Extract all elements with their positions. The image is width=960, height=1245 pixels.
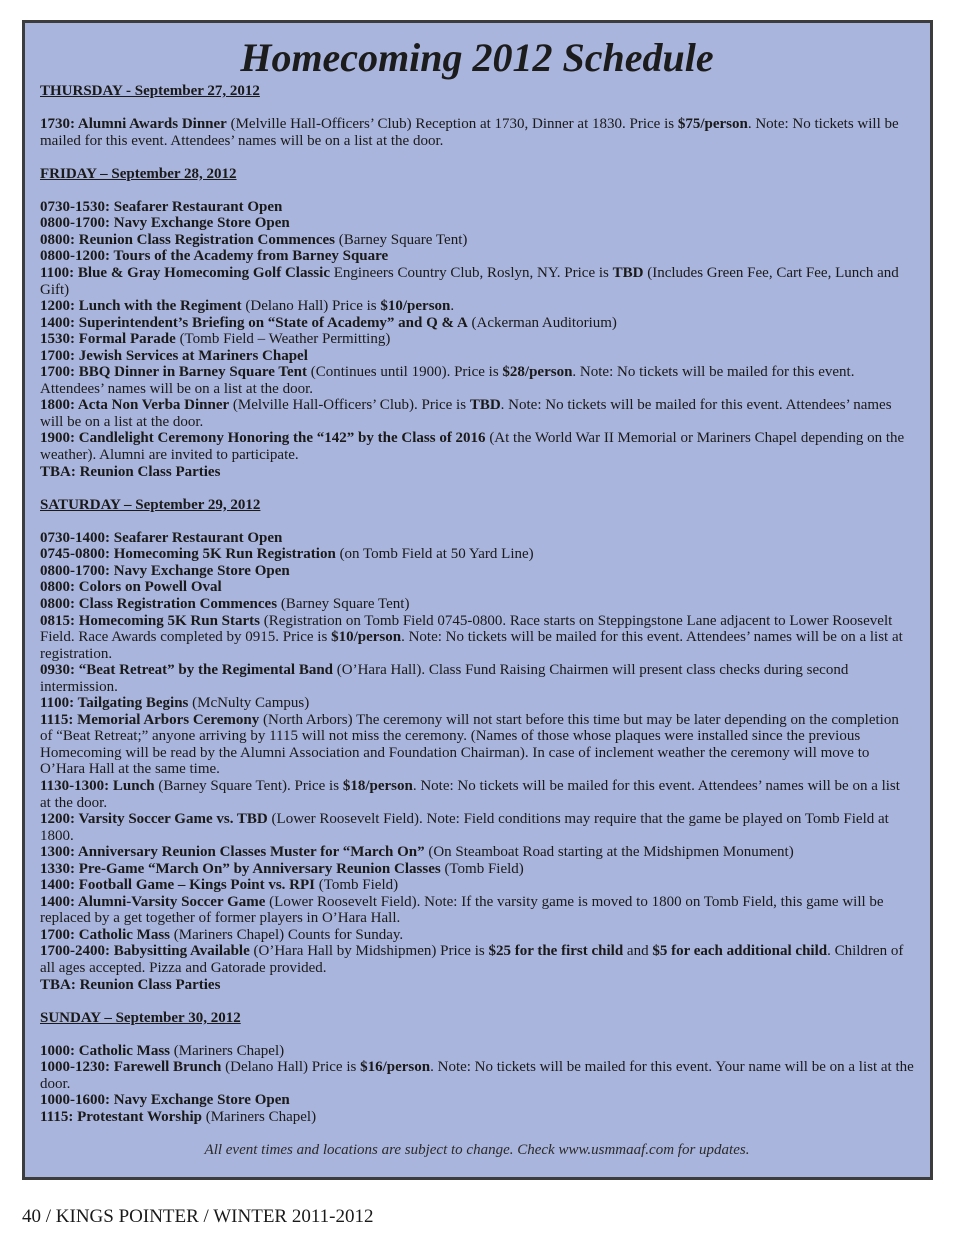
event-entry: [40, 1109, 914, 1126]
event-highlight: $75/person: [677, 116, 748, 133]
event-entry: [40, 579, 914, 596]
event-highlight: $16/person: [360, 1059, 431, 1076]
event-detail: (At the World War II Memorial or Mariners Chapel depending on the weather). Alumni are invited to participate.: [40, 430, 905, 464]
event-entry: [40, 116, 914, 149]
event-highlight: 1400: Superintendent’s Briefing on “State of Academy” and Q & A: [40, 314, 468, 331]
event-highlight: 0800: Reunion Class Registration Commences: [40, 231, 335, 248]
event-highlight: 1100: Tailgating Begins: [40, 695, 189, 712]
event-detail: .: [450, 298, 455, 315]
day-section: [40, 166, 914, 480]
event-entry: [40, 943, 914, 976]
event-detail: (Tomb Field): [440, 860, 524, 877]
event-list: [40, 530, 914, 993]
event-entry: [40, 596, 914, 613]
event-entry: [40, 265, 914, 298]
event-highlight: $28/person: [502, 364, 573, 381]
event-detail: (on Tomb Field at 50 Yard Line): [335, 546, 534, 563]
event-entry: [40, 861, 914, 878]
event-detail: (O’Hara Hall by Midshipmen) Price is: [249, 943, 489, 960]
event-detail: . Note: No tickets will be mailed for this event. Your name will be on a list at the door.: [40, 1059, 914, 1092]
disclaimer-note: All event times and locations are subject to change. Check www.usmmaaf.com for updates.: [204, 1142, 750, 1158]
event-detail: (Barney Square Tent): [277, 595, 410, 612]
event-detail: (Mariners Chapel): [201, 1108, 317, 1125]
day-heading: SUNDAY – September 30, 2012: [40, 1009, 241, 1026]
event-highlight: TBD: [612, 265, 644, 282]
event-highlight: 1800: Acta Non Verba Dinner: [40, 397, 230, 414]
event-entry: [40, 1059, 914, 1092]
event-highlight: 1100: Blue & Gray Homecoming Golf Classic: [40, 265, 330, 282]
event-entry: [40, 877, 914, 894]
event-highlight: $18/person: [342, 777, 413, 794]
event-highlight: 1700: Catholic Mass: [40, 926, 170, 943]
event-highlight: 1700-2400: Babysitting Available: [40, 943, 250, 960]
event-list: [40, 1043, 914, 1126]
event-entry: [40, 977, 914, 994]
event-highlight: $10/person: [331, 629, 402, 646]
event-detail: (Melville Hall-Officers’ Club) Reception at 1730, Dinner at 1830. Price is: [226, 116, 678, 133]
event-detail: . Note: No tickets will be mailed for this event. Attendees’ names will be on a list at the door.: [40, 116, 899, 149]
event-entry: [40, 695, 914, 712]
event-entry: [40, 546, 914, 563]
event-highlight: 0800-1700: Navy Exchange Store Open: [40, 215, 290, 232]
event-detail: (Lower Roosevelt Field). Note: If the varsity game is moved to 1800 on Tomb Field, this game will be replaced by a get together of former players in O’Hara Hall.: [40, 893, 884, 927]
event-entry: [40, 1092, 914, 1109]
day-section: [40, 1010, 914, 1126]
event-detail: (Ackerman Auditorium): [467, 314, 617, 331]
event-highlight: 1000-1230: Farewell Brunch: [40, 1059, 222, 1076]
page-footer: 40 / KINGS POINTER / WINTER 2011-2012: [22, 1206, 374, 1227]
schedule-panel: [22, 20, 933, 1180]
event-entry: [40, 464, 914, 481]
event-entry: [40, 232, 914, 249]
event-detail: (Continues until 1900). Price is: [307, 364, 503, 381]
event-detail: and: [623, 943, 653, 960]
event-detail: (O’Hara Hall). Class Fund Raising Chairmen will present class checks during second intermission.: [40, 662, 849, 695]
day-heading: THURSDAY - September 27, 2012: [40, 83, 260, 99]
event-highlight: TBA: Reunion Class Parties: [40, 976, 221, 993]
event-highlight: 1300: Anniversary Reunion Classes Muster for “March On”: [40, 844, 425, 861]
event-highlight: 0800: Class Registration Commences: [40, 595, 278, 612]
event-entry: [40, 530, 914, 547]
event-highlight: 1400: Football Game – Kings Point vs. RPI: [40, 877, 316, 894]
event-entry: [40, 348, 914, 365]
event-highlight: 0800: Colors on Powell Oval: [40, 579, 222, 596]
event-entry: [40, 315, 914, 332]
event-detail: (Melville Hall-Officers’ Club). Price is: [229, 397, 470, 414]
event-detail: (Lower Roosevelt Field). Note: Field conditions may require that the game be played on Tomb Field at 1800.: [40, 811, 889, 844]
event-entry: [40, 927, 914, 944]
event-highlight: 0800-1200: Tours of the Academy from Barney Square: [40, 248, 389, 265]
event-detail: (Delano Hall) Price is: [221, 1059, 361, 1076]
event-highlight: 1730: Alumni Awards Dinner: [40, 116, 227, 133]
event-entry: [40, 778, 914, 811]
event-detail: (Registration on Tomb Field 0745-0800. Race starts on Steppingstone Lane adjacent to Lower Roosevelt Field. Race Awards completed by 0915. Price is: [40, 612, 893, 646]
event-detail: (Mariners Chapel): [170, 1042, 285, 1059]
event-entry: [40, 811, 914, 844]
event-highlight: 0730-1530: Seafarer Restaurant Open: [40, 198, 283, 215]
event-highlight: TBD: [469, 397, 501, 414]
event-highlight: 1900: Candlelight Ceremony Honoring the “142” by the Class of 2016: [40, 430, 486, 447]
event-highlight: 1330: Pre-Game “March On” by Anniversary Reunion Classes: [40, 860, 441, 877]
event-detail: Engineers Country Club, Roslyn, NY. Price is: [329, 265, 613, 282]
page-title: Homecoming 2012 Schedule: [240, 35, 714, 80]
event-entry: [40, 331, 914, 348]
event-highlight: 1115: Protestant Worship: [40, 1108, 202, 1125]
event-detail: . Note: No tickets will be mailed for this event. Attendees’ names will be on a list at registration.: [40, 629, 903, 662]
event-highlight: 1530: Formal Parade: [40, 331, 176, 348]
event-detail: (Mariners Chapel) Counts for Sunday.: [170, 926, 404, 943]
event-entry: [40, 248, 914, 265]
event-detail: (Delano Hall) Price is: [241, 298, 381, 315]
event-detail: . Children of all ages accepted. Pizza and Gatorade provided.: [40, 943, 904, 976]
event-entry: [40, 430, 914, 463]
event-detail: (Barney Square Tent): [334, 231, 468, 248]
event-entry: [40, 298, 914, 315]
event-detail: (McNulty Campus): [188, 695, 310, 712]
event-highlight: 1200: Lunch with the Regiment: [40, 298, 242, 315]
event-highlight: $5 for each additional child: [652, 943, 828, 960]
event-highlight: $25 for the first child: [488, 943, 624, 960]
event-highlight: $10/person: [380, 298, 451, 315]
event-highlight: 1000: Catholic Mass: [40, 1042, 170, 1059]
event-detail: . Note: No tickets will be mailed for this event. Attendees’ names will be on a list at the door.: [40, 364, 855, 397]
event-detail: (Barney Square Tent). Price is: [154, 777, 343, 794]
event-entry: [40, 364, 914, 397]
event-entry: [40, 662, 914, 695]
event-entry: [40, 712, 914, 778]
event-entry: [40, 613, 914, 663]
event-highlight: 0815: Homecoming 5K Run Starts: [40, 612, 260, 629]
event-list: [40, 199, 914, 480]
event-detail: (Tomb Field): [315, 877, 399, 894]
event-highlight: 1000-1600: Navy Exchange Store Open: [40, 1092, 290, 1109]
event-highlight: 0930: “Beat Retreat” by the Regimental Band: [40, 662, 334, 679]
day-section: [40, 83, 914, 149]
event-entry: [40, 894, 914, 927]
event-list: [40, 116, 914, 149]
event-highlight: 0745-0800: Homecoming 5K Run Registration: [40, 546, 336, 563]
event-entry: [40, 199, 914, 216]
event-entry: [40, 215, 914, 232]
day-heading: FRIDAY – September 28, 2012: [40, 165, 237, 182]
event-entry: [40, 844, 914, 861]
event-entry: [40, 397, 914, 430]
event-detail: (Tomb Field – Weather Permitting): [175, 331, 391, 348]
event-highlight: 1700: BBQ Dinner in Barney Square Tent: [40, 364, 307, 381]
event-highlight: 1400: Alumni-Varsity Soccer Game: [40, 893, 266, 910]
schedule-days: [40, 83, 914, 1125]
event-highlight: 1200: Varsity Soccer Game vs. TBD: [40, 811, 268, 828]
day-heading: SATURDAY – September 29, 2012: [40, 496, 261, 513]
day-section: [40, 497, 914, 993]
event-entry: [40, 1043, 914, 1060]
event-highlight: 1130-1300: Lunch: [40, 777, 155, 794]
event-highlight: 0800-1700: Navy Exchange Store Open: [40, 562, 290, 579]
event-detail: (North Arbors) The ceremony will not start before this time but may be later depending on the completion of “Beat Retreat;” anyone arriving by 1115 will not miss the ceremony. (Names of those whose plaques were installed since the previous Homecoming will be read by the Alumni Association and Foundation Chairman). In case of inclement weather the ceremony will move to O’Hara Hall at the same time.: [40, 711, 899, 778]
event-detail: . Note: No tickets will be mailed for this event. Attendees’ names will be on a list at the door.: [40, 397, 892, 430]
event-detail: (On Steamboat Road starting at the Midshipmen Monument): [424, 844, 794, 861]
event-highlight: TBA: Reunion Class Parties: [40, 463, 221, 480]
event-entry: [40, 563, 914, 580]
event-detail: . Note: No tickets will be mailed for this event. Attendees’ names will be on a list at the door.: [40, 777, 900, 811]
event-highlight: 1115: Memorial Arbors Ceremony: [40, 711, 260, 728]
event-highlight: 0730-1400: Seafarer Restaurant Open: [40, 529, 283, 546]
event-detail: (Includes Green Fee, Cart Fee, Lunch and Gift): [40, 265, 899, 298]
event-highlight: 1700: Jewish Services at Mariners Chapel: [40, 347, 308, 364]
